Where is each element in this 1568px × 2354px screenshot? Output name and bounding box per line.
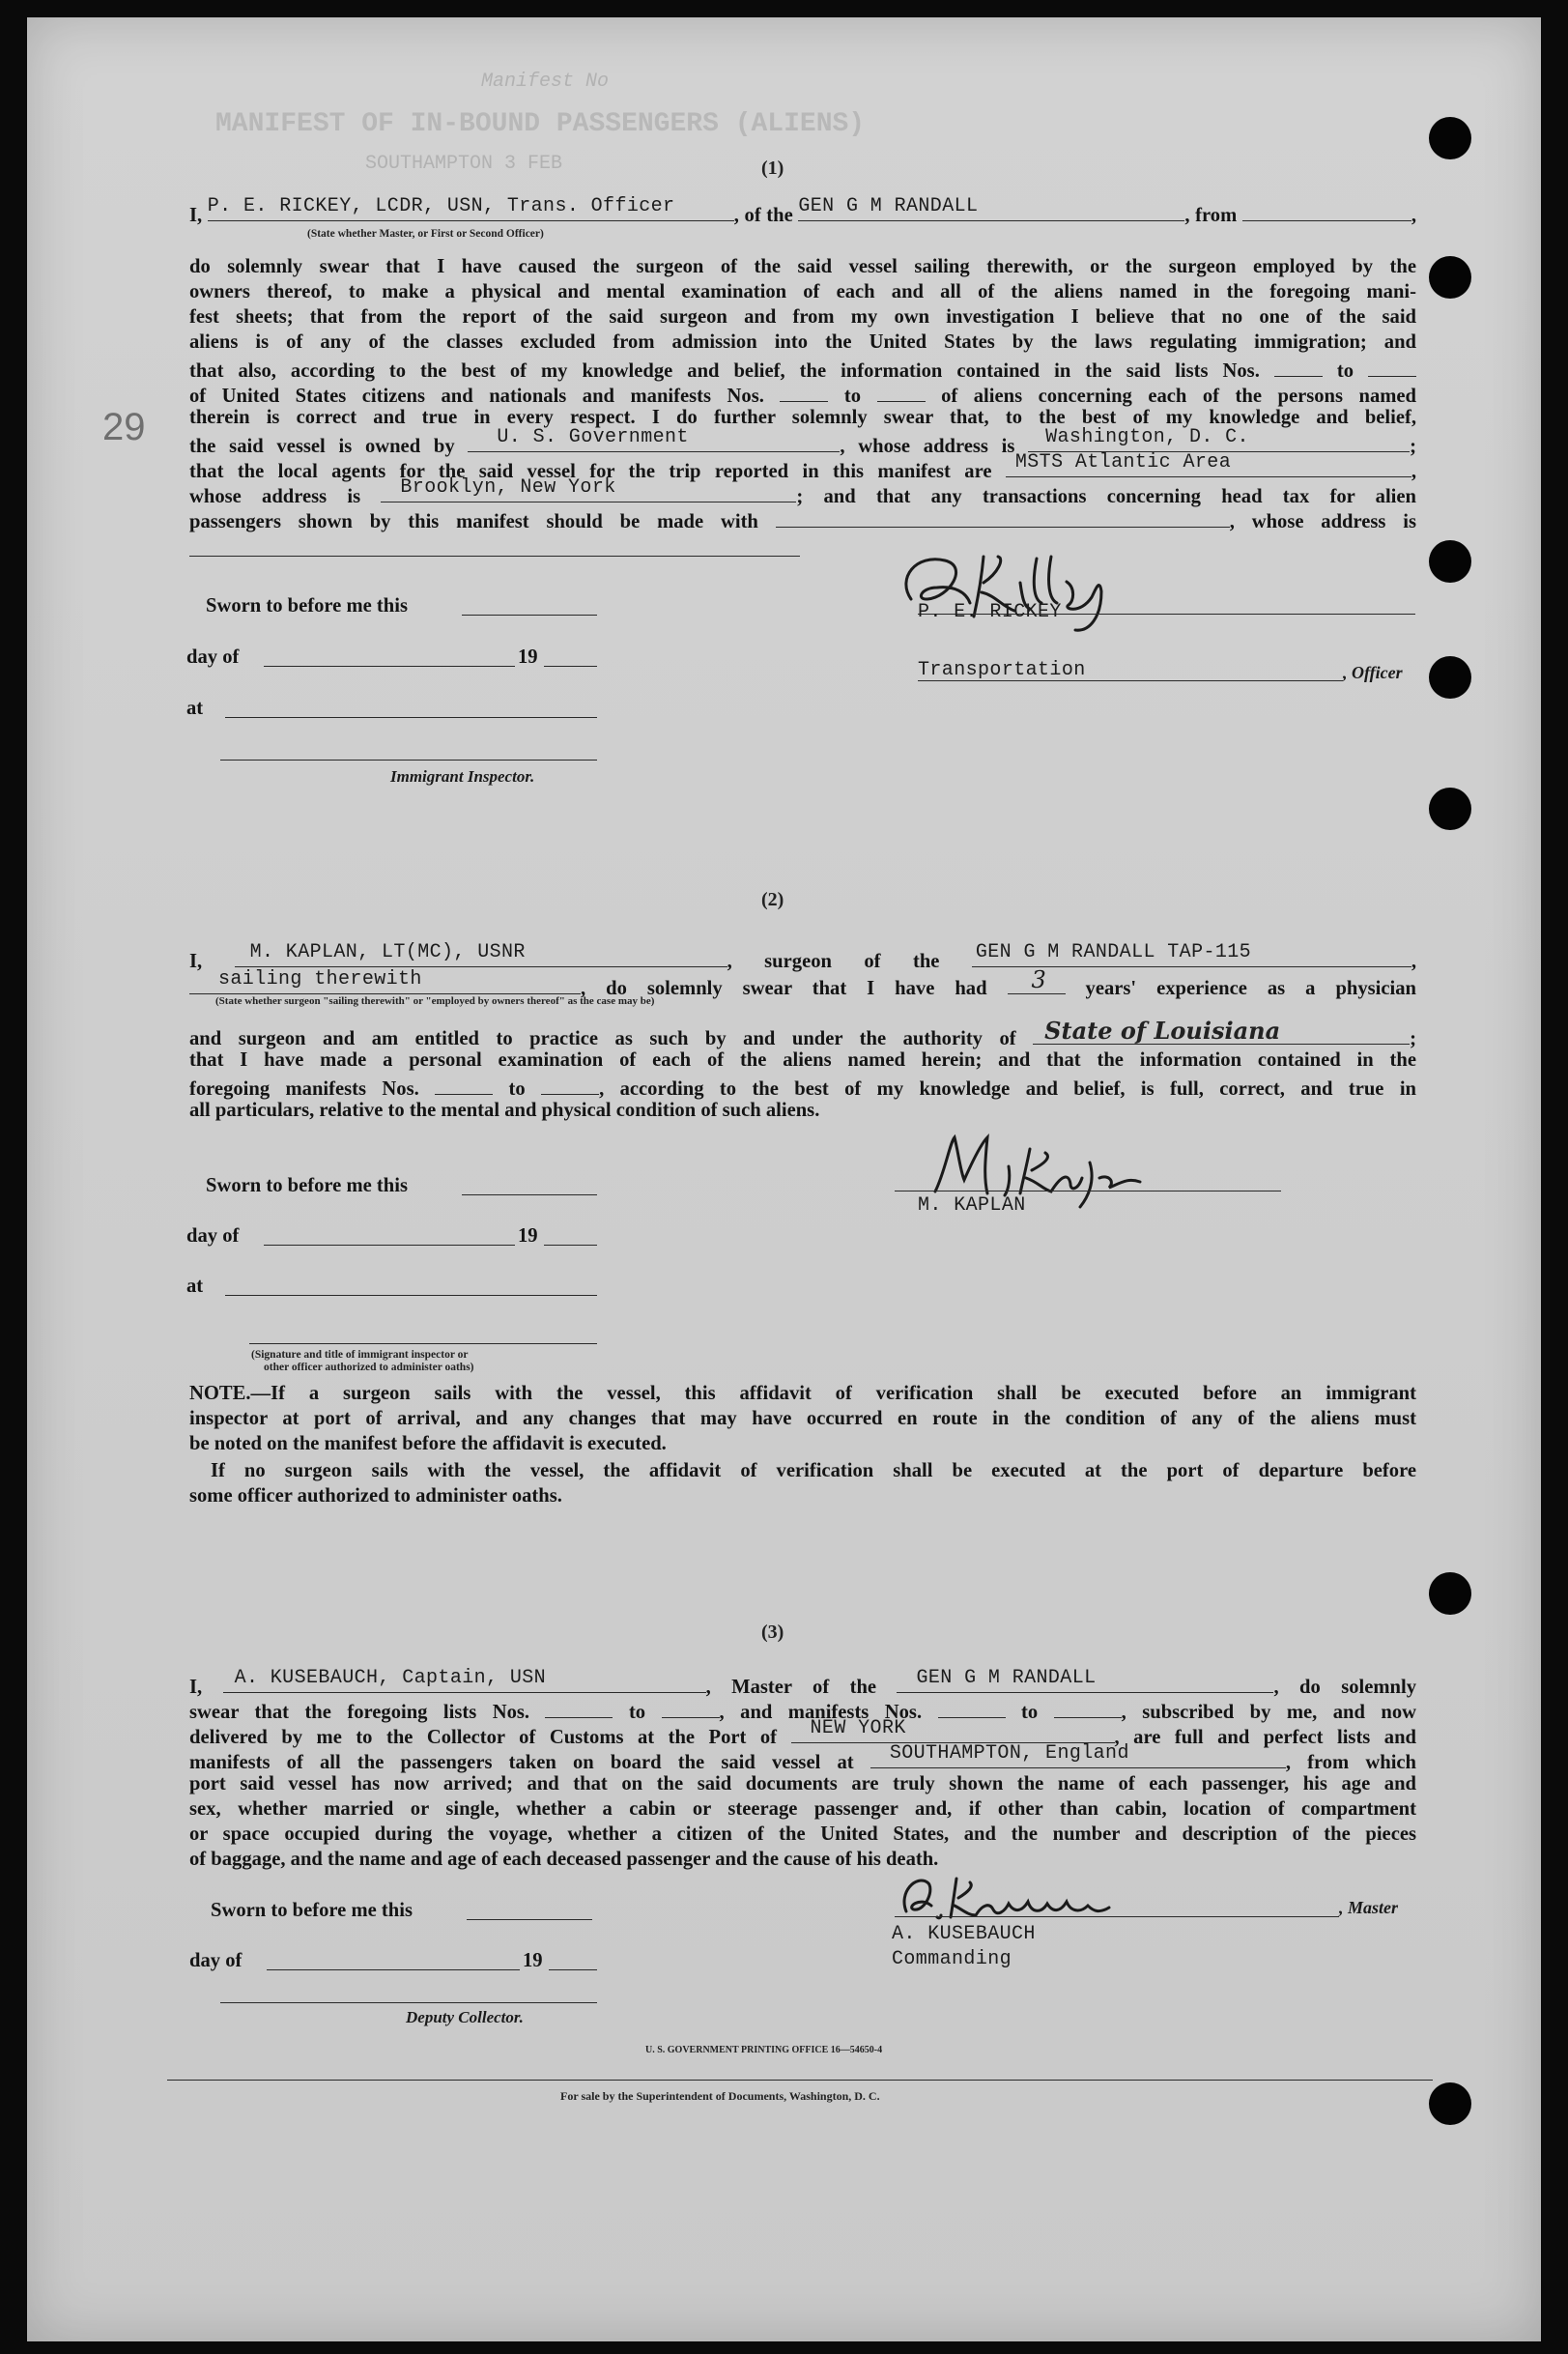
officer-caption: (State whether Master, or First or Second Officer) [307, 228, 544, 240]
address-rule [189, 556, 800, 557]
note-text: inspector at port of arrival, and any changes that may have occurred en route in the condition of any of the aliens must [189, 1408, 1416, 1429]
punch-hole [1429, 117, 1471, 159]
authority-line: and surgeon and am entitled to practice as such by and under the authority of State of Louisiana ; [189, 1017, 1417, 1049]
master-label: , Master [1339, 1898, 1399, 1917]
sale-note: For sale by the Superintendent of Documents, Washington, D. C. [560, 2089, 880, 2103]
note-text: NOTE.—If a surgeon sails with the vessel, this affidavit of verification shall be executed before an immigrant [189, 1383, 1416, 1404]
section-number: (3) [761, 1622, 784, 1643]
sailing-line: sailing therewith , do solemnly swear that I have had 3 years' experience as a physician [189, 972, 1416, 1001]
vessel-name: GEN G M RANDALL [798, 195, 979, 217]
day-of-label: day of [186, 646, 240, 668]
year-label: 19 [518, 1225, 538, 1247]
day-of-label: day of [186, 1225, 240, 1247]
agents-line: that the local agents for the said vessel for the trip reported in this manifest are MSTS Atlantic Area , [189, 451, 1417, 482]
signer-name: P. E. RICKEY [918, 601, 1062, 623]
officer-title-rule [918, 680, 1343, 681]
oath-text: therein is correct and true in every respect. I do further solemnly swear that, to the best of my knowledge and belief, [189, 407, 1416, 428]
surgeon-caption: (State whether surgeon "sailing therewith" or "employed by owners thereof" as the case may be) [215, 995, 655, 1007]
port-line: delivered by me to the Collector of Customs at the Port of NEW YORK , are full and perfect lists and [189, 1717, 1416, 1748]
year-label: 19 [523, 1950, 543, 1971]
punch-hole [1429, 540, 1471, 583]
agents-address-line: whose address is Brooklyn, New York ; and that any transactions concerning head tax for alien [189, 476, 1416, 507]
oath-text: sex, whether married or single, whether a cabin or steerage passenger and, if other than cabin, location of compartment [189, 1798, 1416, 1820]
departure-port: SOUTHAMPTON, England [889, 1742, 1129, 1765]
year-rule [549, 1969, 597, 1970]
oath-text: port said vessel has now arrived; and that on the said documents are truly shown the name of each passenger, his age and [189, 1773, 1416, 1794]
day-rule [267, 1969, 520, 1970]
vessel-name-3: GEN G M RANDALL [916, 1667, 1097, 1689]
note-text: some officer authorized to administer oaths. [189, 1485, 562, 1507]
headtax-line: passengers shown by this manifest should be made with , whose address is [189, 505, 1416, 534]
officer-name: P. E. RICKEY, LCDR, USN, Trans. Officer [207, 195, 675, 217]
master-line: I, A. KUSEBAUCH, Captain, USN , Master of the GEN G M RANDALL , do solemnly [189, 1667, 1417, 1698]
years-value: 3 [1031, 966, 1047, 993]
master-signature-rule [895, 1916, 1339, 1917]
punch-hole [1429, 2082, 1471, 2125]
signer-name: A. KUSEBAUCH [892, 1923, 1036, 1945]
oath-text: swear that the foregoing lists Nos. to , and manifests Nos. to , subscribed by me, and now [189, 1696, 1416, 1725]
manifest-page [27, 17, 1541, 2341]
officer-line: I, P. E. RICKEY, LCDR, USN, Trans. Officer , of the GEN G M RANDALL , from , [189, 195, 1416, 226]
year-label: 19 [518, 646, 538, 668]
printing-office: U. S. GOVERNMENT PRINTING OFFICE 16—54650-4 [645, 2045, 883, 2055]
punch-hole [1429, 656, 1471, 699]
punch-hole [1429, 256, 1471, 299]
sworn-label: Sworn to before me this [206, 595, 408, 617]
kusebauch-signature [877, 1863, 1167, 1931]
sailing-value: sailing therewith [218, 968, 422, 990]
note-text: be noted on the manifest before the affidavit is executed. [189, 1433, 667, 1454]
officer-label: , Officer [1343, 663, 1403, 682]
master-name: A. KUSEBAUCH, Captain, USN [234, 1667, 547, 1689]
inspector-rule [249, 1343, 597, 1344]
at-rule [225, 717, 597, 718]
at-rule [225, 1295, 597, 1296]
sworn-rule [462, 615, 597, 616]
inspector-rule [220, 760, 597, 761]
owner-address: Washington, D. C. [1045, 426, 1249, 448]
deputy-caption: Deputy Collector. [406, 2008, 524, 2026]
oath-text: all particulars, relative to the mental and physical condition of such aliens. [189, 1100, 820, 1121]
header-stamp-3: SOUTHAMPTON 3 FEB [365, 153, 563, 175]
oath-text: or space occupied during the voyage, whether a citizen of the United States, and the number and description of the pieces [189, 1823, 1416, 1845]
sworn-label: Sworn to before me this [206, 1175, 408, 1196]
oath-text: that I have made a personal examination of each of the aliens named herein; and that the information contained in the [189, 1049, 1416, 1071]
authority-value: State of Louisiana [1044, 1017, 1281, 1045]
inspector-caption: other officer authorized to administer oaths) [264, 1362, 474, 1373]
oath-text: that also, according to the best of my knowledge and belief, the information contained in the said lists Nos. to [189, 355, 1416, 384]
oath-text: aliens is of any of the classes excluded from admission into the United States by the laws regulating immigration; and [189, 331, 1416, 353]
at-label: at [186, 1276, 204, 1297]
punch-hole [1429, 788, 1471, 830]
oath-text: owners thereof, to make a physical and mental examination of each and all of the aliens named in the foregoing mani- [189, 281, 1416, 302]
sworn-label: Sworn to before me this [211, 1900, 413, 1921]
day-rule [264, 1245, 515, 1246]
oath-text: foregoing manifests Nos. to , according to the best of my knowledge and belief, is full, correct, and true in [189, 1073, 1416, 1102]
surgeon-line: I, M. KAPLAN, LT(MC), USNR , surgeon of the GEN G M RANDALL TAP-115 , [189, 941, 1416, 972]
section-number: (2) [761, 889, 784, 910]
owner-line: the said vessel is owned by U. S. Government , whose address is Washington, D. C. ; [189, 426, 1416, 457]
year-rule [544, 666, 597, 667]
header-stamp-2: MANIFEST OF IN-BOUND PASSENGERS (ALIENS) [215, 109, 866, 139]
sworn-rule [462, 1194, 597, 1195]
signer-name: M. KAPLAN [918, 1194, 1026, 1217]
oath-text: fest sheets; that from the report of the said surgeon and from my own investigation I believe that no one of the said [189, 306, 1416, 328]
page-number: 29 [102, 406, 146, 448]
signer-title: Commanding [892, 1948, 1012, 1970]
footer-rule [167, 2080, 1433, 2081]
department: Transportation [918, 659, 1086, 681]
day-rule [264, 666, 515, 667]
punch-hole [1429, 1572, 1471, 1615]
inspector-caption: Immigrant Inspector. [390, 767, 535, 786]
arrival-port: NEW YORK [810, 1717, 906, 1739]
oath-text: do solemnly swear that I have caused the surgeon of the said vessel sailing therewith, or the surgeon employed by the [189, 256, 1416, 277]
surgeon-name: M. KAPLAN, LT(MC), USNR [249, 941, 526, 963]
note-text: If no surgeon sails with the vessel, the affidavit of verification shall be executed at the port of departure before [211, 1460, 1416, 1481]
vessel-name-2: GEN G M RANDALL TAP-115 [975, 941, 1252, 963]
inspector-caption: (Signature and title of immigrant inspector or [251, 1349, 469, 1361]
departure-line: manifests of all the passengers taken on board the said vessel at SOUTHAMPTON, England , from which [189, 1742, 1417, 1773]
year-rule [544, 1245, 597, 1246]
oath-text: of United States citizens and nationals and manifests Nos. to of aliens concerning each of the persons named [189, 380, 1416, 409]
owner-value: U. S. Government [497, 426, 689, 448]
agents-value: MSTS Atlantic Area [1014, 451, 1232, 474]
sworn-rule [467, 1919, 592, 1920]
day-of-label: day of [189, 1950, 242, 1971]
header-stamp-1: Manifest No [481, 71, 610, 93]
deputy-rule [220, 2002, 597, 2003]
agents-address: Brooklyn, New York [400, 476, 616, 499]
section-number: (1) [761, 158, 784, 179]
oath-text: of baggage, and the name and age of each deceased passenger and the cause of his death. [189, 1849, 939, 1870]
at-label: at [186, 698, 204, 719]
